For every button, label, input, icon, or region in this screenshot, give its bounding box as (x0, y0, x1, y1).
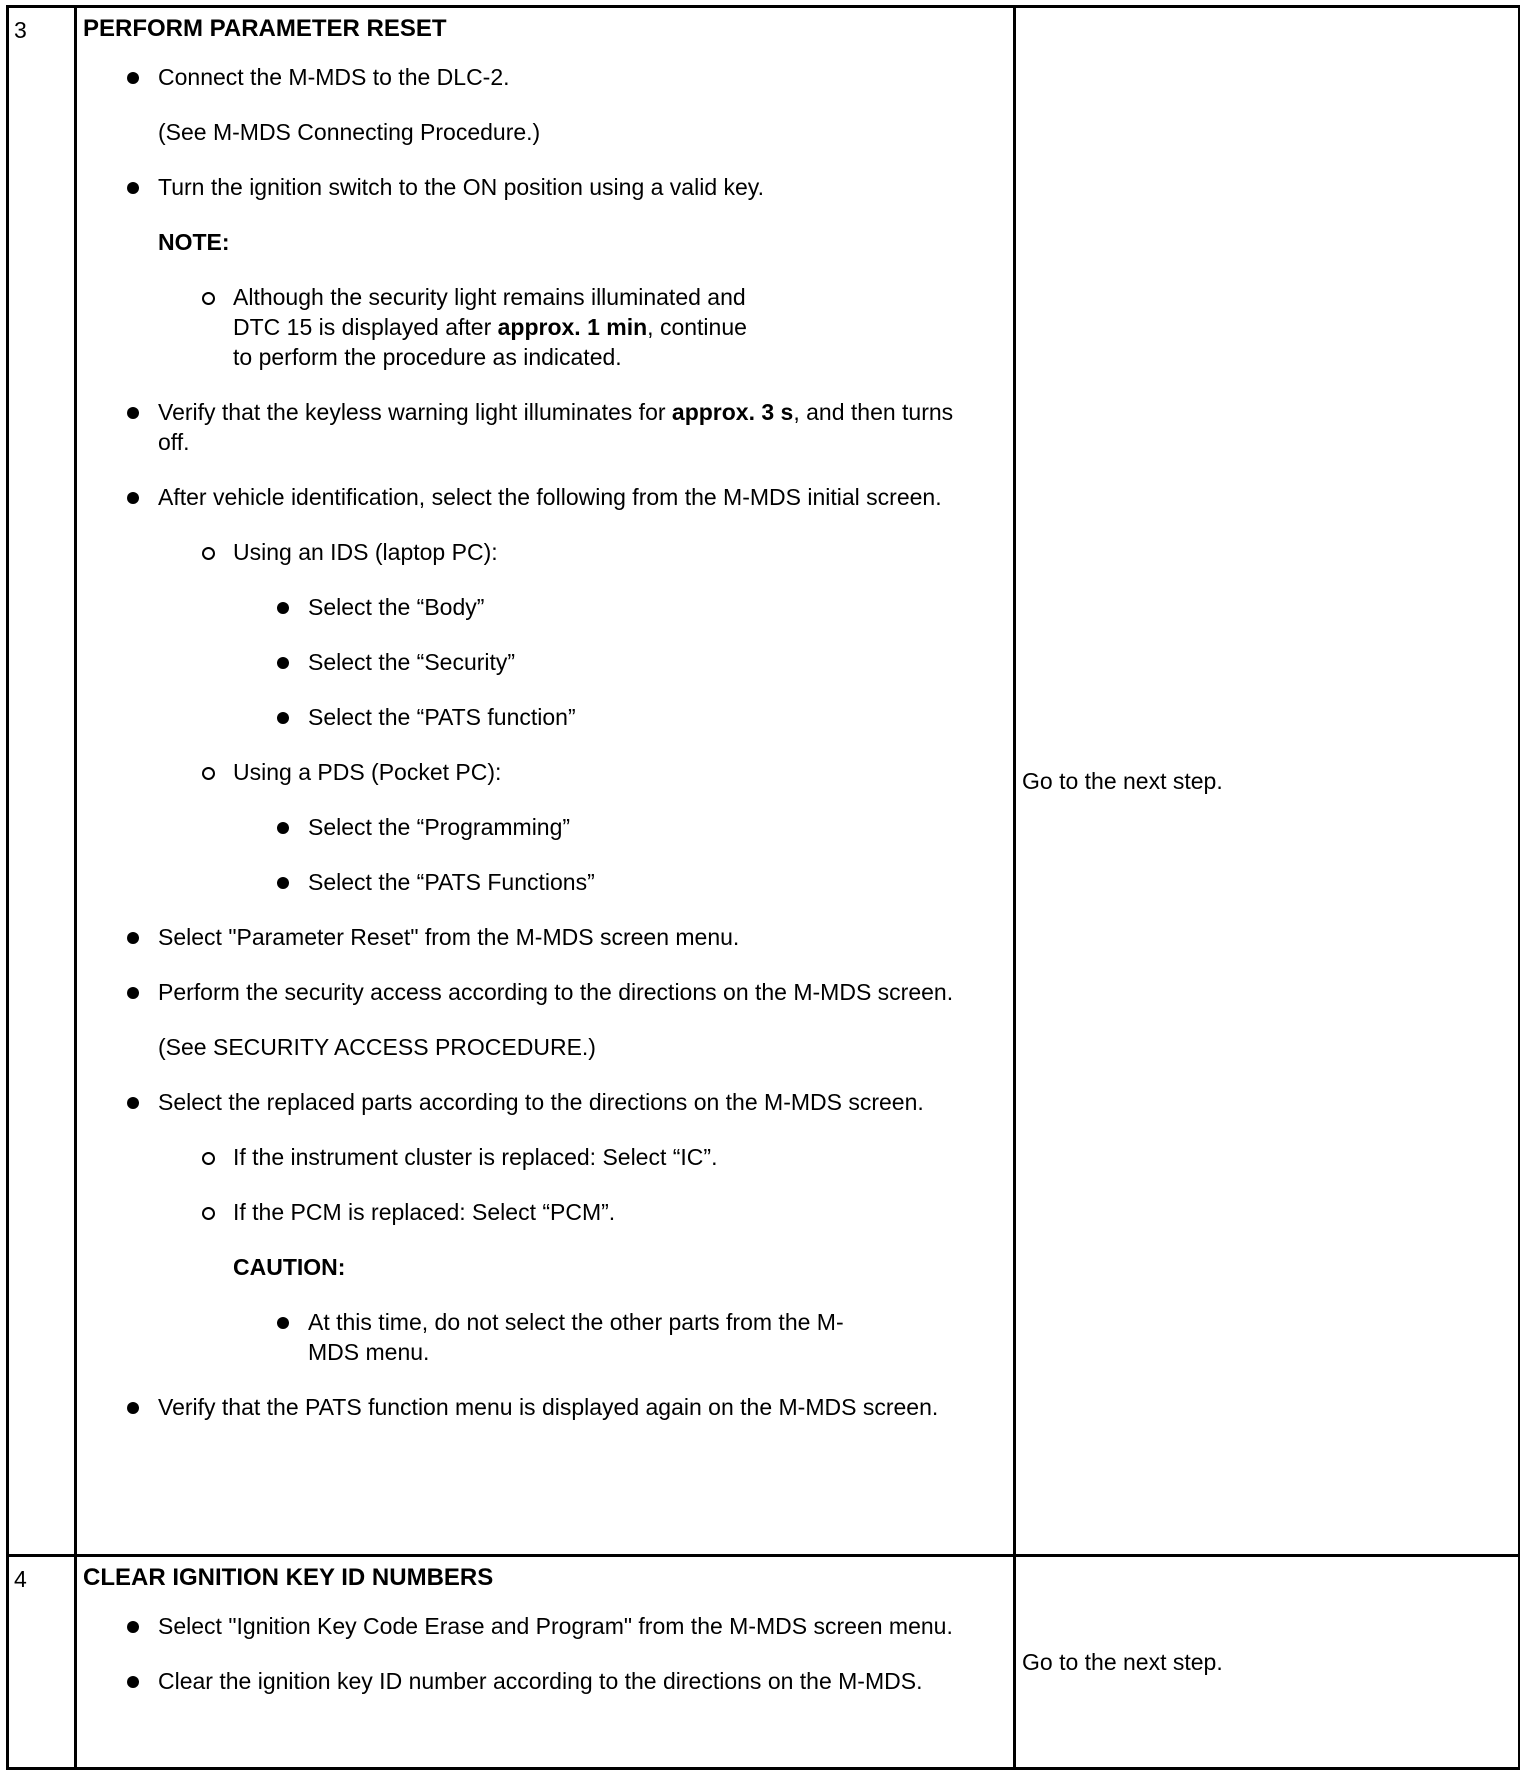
bullet-icon (127, 987, 139, 999)
step-title: PERFORM PARAMETER RESET (83, 15, 447, 42)
step-action: Go to the next step. (1015, 7, 1520, 1556)
bullet-icon (277, 602, 289, 614)
list-item: At this time, do not select the other parts from the M-MDS menu. (83, 1307, 878, 1367)
bullet-icon (277, 712, 289, 724)
list-item: Select the “Body” (83, 592, 1007, 622)
bullet-icon (277, 877, 289, 889)
bullet-icon (277, 822, 289, 834)
circle-bullet-icon (202, 1207, 215, 1220)
bullet-icon (277, 657, 289, 669)
list-item: Select "Parameter Reset" from the M-MDS screen menu. (83, 922, 958, 952)
step-title: CLEAR IGNITION KEY ID NUMBERS (83, 1564, 494, 1591)
reference-note: (See M-MDS Connecting Procedure.) (158, 119, 541, 145)
bullet-icon (127, 182, 139, 194)
bullet-icon (127, 1097, 139, 1109)
step-row-3 (8, 7, 1520, 1556)
step-number: 4 (8, 1556, 76, 1769)
bullet-icon (127, 932, 139, 944)
note-heading: NOTE: (158, 229, 230, 255)
circle-bullet-icon (202, 547, 215, 560)
list-item: Clear the ignition key ID number according to the directions on the M-MDS. (83, 1666, 928, 1696)
procedure-table (6, 5, 1520, 1770)
bullet-icon (127, 1621, 139, 1633)
list-item: Turn the ignition switch to the ON position using a valid key. (83, 172, 918, 202)
step-number: 3 (8, 7, 76, 1556)
list-item: Select "Ignition Key Code Erase and Program" from the M-MDS screen menu. (83, 1611, 968, 1641)
list-item: Perform the security access according to the directions on the M-MDS screen. (83, 977, 958, 1007)
list-item: Verify that the keyless warning light illuminates for approx. 3 s, and then turns off. (83, 397, 973, 457)
list-item: Select the “Programming” (83, 812, 1007, 842)
list-item: If the instrument cluster is replaced: Select “IC”. (83, 1142, 1007, 1172)
bullet-icon (127, 1402, 139, 1414)
circle-bullet-icon (202, 1152, 215, 1165)
step-content (76, 1556, 1015, 1769)
list-item: Select the “Security” (83, 647, 1007, 677)
bullet-icon (127, 72, 139, 84)
bullet-icon (127, 492, 139, 504)
bullet-icon (127, 1676, 139, 1688)
caution-heading: CAUTION: (233, 1254, 346, 1280)
list-item: Select the “PATS function” (83, 702, 1007, 732)
bullet-icon (127, 407, 139, 419)
list-item: Select the “PATS Functions” (83, 867, 1007, 897)
list-item: Select the replaced parts according to the directions on the M-MDS screen. (83, 1087, 928, 1117)
list-item: If the PCM is replaced: Select “PCM”. (83, 1197, 1007, 1227)
step-row-4 (8, 1556, 1520, 1769)
step-content (76, 7, 1015, 1556)
step-action: Go to the next step. (1015, 1556, 1520, 1769)
list-item: Connect the M-MDS to the DLC-2. (83, 62, 858, 92)
circle-bullet-icon (202, 292, 215, 305)
circle-bullet-icon (202, 767, 215, 780)
reference-note: (See SECURITY ACCESS PROCEDURE.) (158, 1034, 596, 1060)
bullet-icon (277, 1317, 289, 1329)
list-item: Although the security light remains illuminated and DTC 15 is displayed after approx. 1 min, continue to perform the procedure as indicated. (83, 282, 763, 372)
list-item: Using a PDS (Pocket PC): (83, 757, 1007, 787)
list-item: Using an IDS (laptop PC): (83, 537, 1007, 567)
list-item: After vehicle identification, select the following from the M-MDS initial screen. (83, 482, 958, 512)
list-item: Verify that the PATS function menu is displayed again on the M-MDS screen. (83, 1392, 958, 1422)
